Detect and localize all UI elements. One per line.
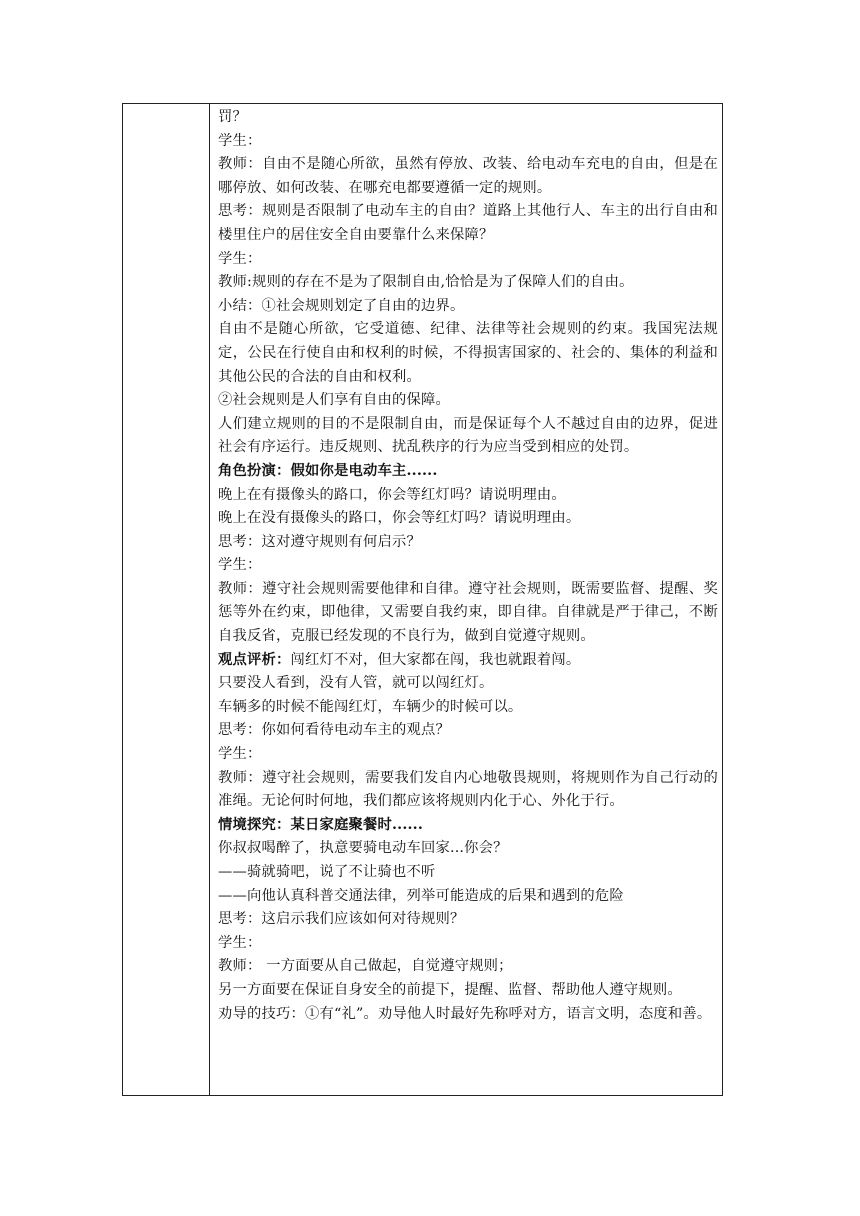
left-column-cell (123, 104, 210, 1096)
content-paragraph: ——向他认真科普交通法律，列举可能造成的后果和遇到的危险 (218, 887, 624, 904)
content-paragraph: 学生： (218, 557, 262, 574)
content-paragraph: 教师:规则的存在不是为了限制自由,恰恰是为了保障人们的自由。 (218, 274, 634, 291)
content-paragraph: 劝导的技巧：①有“礼”。劝导他人时最好先称呼对方，语言文明，态度和善。 (218, 1005, 712, 1022)
content-paragraph: 自由不是随心所欲，它受道德、纪律、法律等社会规则的约束。我国宪法规定，公民在行使自由和权利的时候，不得损害国家的、社会的、集体的利益和其他公民的合法的自由和权利。 (218, 321, 718, 385)
content-paragraph: ②社会规则是人们享有自由的保障。 (218, 392, 450, 409)
content-paragraph: 只要没人看到，没有人管，就可以闯红灯。 (218, 675, 494, 692)
content-paragraph: 晚上在有摄像头的路口，你会等红灯吗？请说明理由。 (218, 486, 566, 503)
content-paragraph: 情境探究：某日家庭聚餐时...... (218, 816, 424, 833)
observation-text: 闯红灯不对，但大家都在闯，我也就跟着闯。 (290, 651, 581, 668)
lesson-table (122, 103, 723, 1096)
content-paragraph: 角色扮演：假如你是电动车主...... (218, 462, 438, 479)
lesson-content (210, 104, 722, 1026)
content-paragraph (218, 649, 718, 673)
content-paragraph: 罚？ (218, 109, 247, 125)
content-paragraph: 教师：遵守社会规则需要他律和自律。遵守社会规则，既需要监督、提醒、奖惩等外在约束，即他律，又需要自我约束，即自律。自律就是严于律己，不断自我反省，克服已经发现的不良行为，做到自觉遵守规则。 (218, 580, 718, 645)
content-paragraph: 思考：规则是否限制了电动车主的自由？道路上其他行人、车主的出行自由和楼里住户的居住安全自由要靠什么来保障？ (218, 203, 718, 243)
content-paragraph: 教师： 一方面要从自己做起，自觉遵守规则； (218, 958, 513, 975)
content-cell (210, 104, 723, 1096)
content-paragraph: 思考：你如何看待电动车主的观点？ (218, 722, 450, 739)
content-paragraph: 学生： (218, 250, 262, 267)
content-paragraph: 教师：遵守社会规则，需要我们发自内心地敬畏规则，将规则作为自己行动的准绳。无论何时何地，我们都应该将规则内化于心、外化于行。 (218, 769, 718, 810)
content-paragraph: 小结：①社会规则划定了自由的边界。 (218, 297, 465, 314)
content-paragraph: 学生： (218, 934, 262, 951)
content-paragraph: 另一方面要在保证自身安全的前提下，提醒、监督、帮助他人遵守规则。 (218, 981, 682, 998)
content-paragraph: ——骑就骑吧，说了不让骑也不听 (218, 864, 436, 880)
content-paragraph: 教师：自由不是随心所欲，虽然有停放、改装、给电动车充电的自由，但是在哪停放、如何改装、在哪充电都要遵循一定的规则。 (218, 156, 718, 196)
content-paragraph: 你叔叔喝醉了，执意要骑电动车回家...你会？ (218, 840, 508, 857)
content-paragraph: 学生： (218, 746, 262, 763)
content-paragraph: 思考：这启示我们应该如何对待规则？ (218, 911, 465, 928)
content-paragraph: 思考：这对遵守规则有何启示？ (218, 533, 421, 550)
table-row (123, 104, 723, 1096)
content-paragraph: 晚上在没有摄像头的路口，你会等红灯吗？请说明理由。 (218, 510, 581, 527)
observation-label: 观点评析： (218, 651, 291, 668)
content-paragraph: 学生： (218, 132, 262, 149)
content-paragraph: 人们建立规则的目的不是限制自由，而是保证每个人不越过自由的边界，促进社会有序运行。违反规则、扰乱秩序的行为应当受到相应的处罚。 (218, 415, 718, 456)
content-paragraph: 车辆多的时候不能闯红灯，车辆少的时候可以。 (218, 698, 523, 715)
